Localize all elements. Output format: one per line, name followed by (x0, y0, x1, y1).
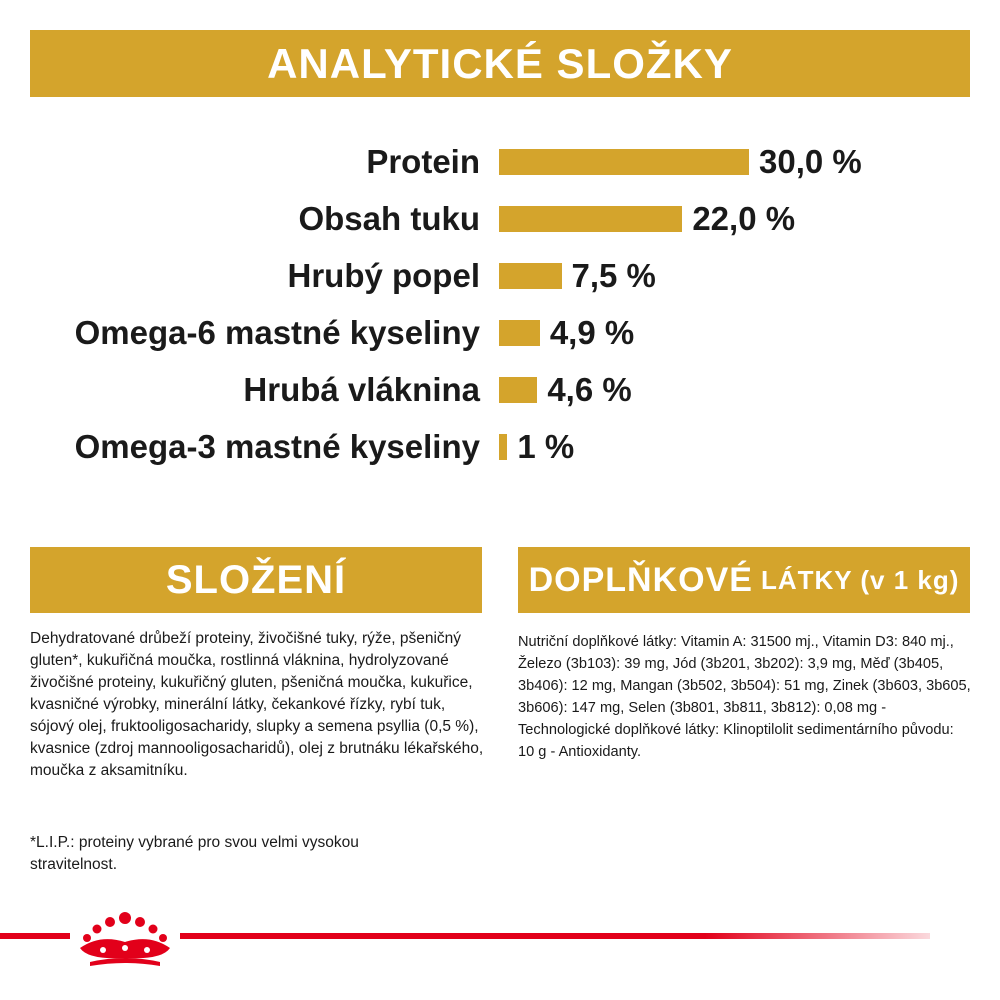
analytics-value: 7,5 % (571, 257, 656, 294)
analytics-bar (499, 149, 749, 175)
brand-line-right (180, 933, 930, 939)
analytics-title (30, 30, 970, 97)
analytics-bar (499, 206, 682, 232)
composition-text: Dehydratované drůbeží proteiny, živočišné tuky, rýže, pšeničný gluten*, kukuřičná moučka, rostlinná vláknina, hydrolyzované živočišné proteiny, kukuřičný gluten, pšeničná moučka, kukuřice, kvasničné výrobky, minerální látky, čekankové řízky, rybí tuk, sójový olej, fruktooligosacharidy, slupky a semena psyllia (0,5 %), kvasnice (zdroj mannooligosacharidů), olej z brutnáku lékařského, moučka z aksamitníku. (30, 630, 484, 779)
analytics-bar (499, 377, 537, 403)
analytics-title-text: ANALYTICKÉ SLOŽKY (267, 39, 733, 87)
crown-icon (70, 908, 180, 970)
analytics-label: Hrubý popel (287, 257, 480, 294)
composition-title-text: SLOŽENÍ (165, 557, 347, 602)
analytics-bar (499, 434, 507, 460)
composition-note: *L.I.P.: proteiny vybrané pro svou velmi vysokou stravitelnost. (30, 834, 359, 873)
additives-title-sub: LÁTKY (v 1 kg) (760, 564, 960, 595)
analytics-value: 30,0 % (759, 143, 862, 180)
analytics-label: Omega-6 mastné kyseliny (74, 314, 480, 351)
composition-title (30, 547, 482, 613)
analytics-value: 4,6 % (547, 371, 632, 408)
analytics-value: 1 % (517, 428, 575, 465)
analytics-bar (499, 320, 540, 346)
analytics-value: 22,0 % (692, 200, 796, 237)
analytics-label: Obsah tuku (298, 200, 480, 237)
analytics-value: 4,9 % (549, 314, 635, 351)
additives-title (518, 547, 970, 613)
additives-text: Nutriční doplňkové látky: Vitamin A: 31500 mj., Vitamin D3: 840 mj., Železo (3b103): 39 mg, Jód (3b201, 3b202): 3,9 mg, Měď (3b405, 3b406): 12 mg, Mangan (3b502, 3b504): 51 mg, Zinek (3b603, 3b605, 3b606): 147 mg, Selen (3b801, 3b811, 3b812): 0,08 mg - Technologické doplňkové látky: Klinoptilolit sedimentárního původu: 10 g - Antioxidanty. (518, 634, 971, 760)
analytics-bar (499, 263, 562, 289)
analytics-label: Protein (366, 143, 480, 180)
analytics-label: Omega-3 mastné kyseliny (74, 428, 480, 465)
analytics-label: Hrubá vláknina (243, 371, 480, 408)
brand-line-left (0, 933, 70, 939)
additives-title-main: DOPLŇKOVÉ (528, 560, 753, 599)
